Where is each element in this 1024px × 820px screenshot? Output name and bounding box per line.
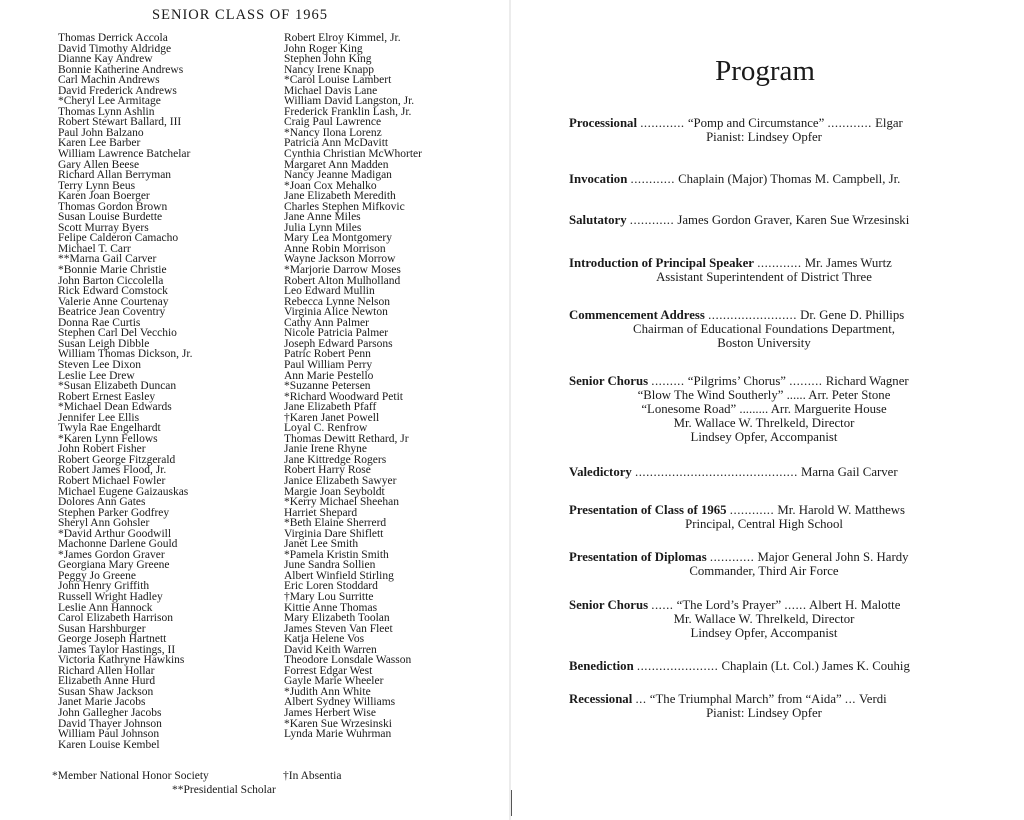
- program-item-text: Dr. Gene D. Phillips: [800, 308, 905, 322]
- graduate-name: Stephen Parker Godfrey: [58, 506, 170, 519]
- program-item-line: [569, 503, 959, 517]
- graduate-name: Thomas Dewitt Rethard, Jr: [284, 432, 409, 445]
- graduate-name: Paul William Perry: [284, 358, 373, 371]
- graduate-name: *Pamela Kristin Smith: [284, 548, 389, 561]
- graduate-name: Leslie Ann Hannock: [58, 601, 153, 614]
- graduate-name: Dianne Kay Andrew: [58, 53, 153, 66]
- leader-dots: ...: [635, 692, 647, 706]
- graduate-name: **Marna Gail Carver: [58, 253, 157, 266]
- graduate-name: Thomas Gordon Brown: [58, 200, 168, 213]
- graduate-name: David Thayer Johnson: [58, 717, 162, 730]
- graduate-name: Robert Stewart Ballard, III: [58, 116, 182, 129]
- program-item: [569, 659, 959, 673]
- graduate-name: Theodore Lonsdale Wasson: [284, 654, 412, 667]
- graduate-name: Peggy Jo Greene: [58, 569, 136, 582]
- graduate-name: John Robert Fisher: [58, 443, 146, 456]
- program-item-text: “Pilgrims’ Chorus”: [687, 374, 786, 388]
- program-item-detail: Chairman of Educational Foundations Department,: [633, 322, 895, 336]
- program-item-detail: “Blow The Wind Southerly” ...... Arr. Peter Stone: [637, 388, 891, 402]
- graduate-name: David Keith Warren: [284, 643, 377, 656]
- program-item-detail: Assistant Superintendent of District Three: [656, 270, 872, 284]
- program-item-detail: Lindsey Opfer, Accompanist: [690, 430, 838, 444]
- graduate-name: Jane Elizabeth Meredith: [284, 190, 396, 203]
- program-item-text: “The Lord’s Prayer”: [676, 598, 782, 612]
- graduate-name: Ann Marie Pestello: [284, 369, 374, 382]
- program-item-text: Chaplain (Major) Thomas M. Campbell, Jr.: [678, 172, 901, 186]
- graduate-name: Robert Alton Mulholland: [284, 274, 401, 287]
- graduate-name: Stephen Carl Del Vecchio: [58, 327, 177, 340]
- program-item: [569, 116, 959, 144]
- program-item: [569, 503, 959, 531]
- leader-dots: ...: [844, 692, 857, 706]
- graduate-list-column-2: [284, 33, 422, 740]
- program-item-text: James Gordon Graver, Karen Sue Wrzesinski: [677, 213, 910, 227]
- graduate-name: *Kerry Michael Sheehan: [284, 496, 399, 509]
- program-item-label: Processional: [569, 116, 638, 130]
- graduate-name: John Roger King: [284, 42, 363, 55]
- graduate-name: *David Arthur Goodwill: [58, 527, 172, 540]
- program-item-label: Valedictory: [569, 465, 632, 479]
- program-item-line: [569, 374, 959, 388]
- graduate-name: Donna Rae Curtis: [58, 316, 141, 329]
- graduate-name: Cathy Ann Palmer: [284, 316, 369, 329]
- program-item-line: [569, 213, 959, 227]
- program-item-detail: “Lonesome Road” ......... Arr. Marguerite House: [641, 402, 887, 416]
- graduate-name: John Barton Ciccolella: [58, 274, 164, 287]
- program-item-text: Major General John S. Hardy: [757, 550, 909, 564]
- graduate-name: Richard Allen Hollar: [58, 664, 155, 677]
- graduate-name: Scott Murray Byers: [58, 221, 149, 234]
- graduate-name: *Susan Elizabeth Duncan: [58, 380, 177, 393]
- program-item-label: Recessional: [569, 692, 633, 706]
- graduate-name: Craig Paul Lawrence: [284, 116, 382, 129]
- graduate-name: William David Langston, Jr.: [284, 95, 415, 108]
- graduate-name: James Herbert Wise: [284, 707, 376, 719]
- graduate-name: Eric Loren Stoddard: [284, 580, 378, 593]
- program-item-label: Presentation of Class of 1965: [569, 503, 727, 517]
- class-title: SENIOR CLASS OF 1965: [152, 7, 328, 23]
- graduate-name: Karen Louise Kembel: [58, 738, 160, 751]
- program-item-line: [569, 256, 959, 270]
- graduate-name: Susan Leigh Dibble: [58, 337, 150, 350]
- graduate-name: Jane Kittredge Rogers: [284, 453, 387, 466]
- leader-dots: ......................: [636, 659, 719, 673]
- graduate-name: Bonnie Katherine Andrews: [58, 63, 184, 76]
- graduate-name: Leo Edward Mullin: [284, 285, 375, 298]
- graduate-name: Janie Irene Rhyne: [284, 443, 368, 456]
- graduate-name: *Karen Sue Wrzesinski: [284, 717, 392, 730]
- graduate-name: †Mary Lou Surritte: [284, 590, 374, 603]
- graduate-name: Twyla Rae Engelhardt: [58, 422, 161, 435]
- program-item: [569, 550, 959, 578]
- graduate-name: Robert George Fitzgerald: [58, 453, 176, 466]
- program-item-credit: Albert H. Malotte: [809, 598, 901, 612]
- footnote-presidential-scholar: **Presidential Scholar: [172, 784, 276, 796]
- graduate-name: Mary Elizabeth Toolan: [284, 612, 390, 625]
- leader-dots: ............: [709, 550, 755, 564]
- program-item: [569, 374, 959, 444]
- graduate-name: Elizabeth Anne Hurd: [58, 675, 156, 688]
- graduate-name: Joseph Edward Parsons: [284, 337, 393, 350]
- graduate-name: *Bonnie Marie Christie: [58, 264, 167, 277]
- graduate-name: Victoria Kathryne Hawkins: [58, 654, 185, 667]
- graduate-name: Julia Lynn Miles: [284, 221, 362, 234]
- graduate-name: Richard Allan Berryman: [58, 169, 172, 182]
- leader-dots: ........................: [708, 308, 797, 322]
- program-item: [569, 308, 959, 350]
- graduate-name: Nicole Patricia Palmer: [284, 327, 389, 340]
- graduate-name: Virginia Alice Newton: [284, 306, 388, 319]
- program-item-line: [569, 465, 959, 479]
- graduate-name: *Judith Ann White: [284, 685, 371, 698]
- program-item-text: Mr. James Wurtz: [804, 256, 892, 270]
- graduate-name: Charles Stephen Mifkovic: [284, 200, 405, 213]
- graduate-name: Georgiana Mary Greene: [58, 559, 170, 572]
- graduate-name: Forrest Edgar West: [284, 664, 373, 677]
- program-item-text: “The Triumphal March” from “Aida”: [649, 692, 842, 706]
- program-item-text: Chaplain (Lt. Col.) James K. Couhig: [721, 659, 910, 673]
- program-item-text: Marna Gail Carver: [800, 465, 898, 479]
- footnote-honor-society: *Member National Honor Society: [52, 770, 209, 782]
- graduate-name: Karen Joan Boerger: [58, 190, 150, 203]
- graduate-name: *Marjorie Darrow Moses: [284, 264, 401, 277]
- graduate-name: *Beth Elaine Sherrerd: [284, 517, 387, 530]
- program-item: [569, 692, 959, 720]
- program-item-label: Commencement Address: [569, 308, 705, 322]
- graduate-name: George Joseph Hartnett: [58, 633, 167, 646]
- program-item-line: [569, 659, 959, 673]
- graduate-name: Gary Allen Beese: [58, 158, 140, 171]
- graduate-name: Jennifer Lee Ellis: [58, 411, 140, 424]
- program-item-detail: Boston University: [717, 336, 811, 350]
- leader-dots: ............: [629, 213, 675, 227]
- graduate-name: Janet Lee Smith: [284, 538, 359, 551]
- graduate-name: Sheryl Ann Gohsler: [58, 517, 150, 530]
- graduate-name: Janet Marie Jacobs: [58, 696, 146, 709]
- graduate-name: Paul John Balzano: [58, 126, 144, 139]
- leader-dots: ......: [651, 598, 674, 612]
- graduate-name: Valerie Anne Courtenay: [58, 295, 169, 308]
- program-item: [569, 256, 959, 284]
- program-item-credit: Elgar: [875, 116, 903, 130]
- graduate-name: Robert Ernest Easley: [58, 390, 156, 403]
- program-item-label: Introduction of Principal Speaker: [569, 256, 754, 270]
- program-item-line: [569, 172, 959, 186]
- graduate-name: *Nancy Ilona Lorenz: [284, 126, 382, 139]
- leader-dots: ............: [729, 503, 775, 517]
- graduate-name: Nancy Jeanne Madigan: [284, 169, 392, 182]
- graduate-name: Karen Lee Barber: [58, 137, 141, 150]
- program-item-line: [569, 308, 959, 322]
- graduate-name: Leslie Lee Drew: [58, 369, 135, 382]
- graduate-name: Dolores Ann Gates: [58, 496, 146, 509]
- graduate-name: Nancy Irene Knapp: [284, 63, 375, 76]
- graduate-name: *Cheryl Lee Armitage: [58, 95, 161, 108]
- leader-dots: ............: [640, 116, 685, 130]
- program-item-line: [569, 692, 959, 706]
- graduate-name: Carol Elizabeth Harrison: [58, 612, 173, 625]
- leader-dots: ......: [784, 598, 807, 612]
- program-item-line: [569, 598, 959, 612]
- graduate-name: Lynda Marie Wuhrman: [284, 728, 392, 741]
- program-item-label: Benediction: [569, 659, 634, 673]
- graduate-name: Virginia Dare Shiflett: [284, 527, 384, 540]
- graduate-name: June Sandra Sollien: [284, 559, 376, 572]
- program-item-detail: Pianist: Lindsey Opfer: [706, 706, 822, 720]
- program-item-detail: Commander, Third Air Force: [689, 564, 839, 578]
- graduate-name: Mary Lea Montgomery: [284, 232, 392, 245]
- graduate-name: Terry Lynn Beus: [58, 179, 136, 192]
- graduate-list-column-1: [58, 33, 192, 750]
- program-item-credit: Verdi: [858, 692, 887, 706]
- graduate-name: Michael Eugene Gaizauskas: [58, 485, 189, 498]
- program-title: Program: [715, 55, 815, 87]
- program-item: [569, 172, 959, 186]
- footnote-in-absentia: †In Absentia: [283, 770, 342, 782]
- graduate-name: Russell Wright Hadley: [58, 590, 163, 603]
- graduate-name: Wayne Jackson Morrow: [284, 253, 396, 266]
- graduate-name: Cynthia Christian McWhorter: [284, 148, 422, 161]
- graduate-name: William Thomas Dickson, Jr.: [58, 348, 193, 361]
- graduate-name: Stephen John King: [284, 53, 372, 66]
- program-item-credit: Richard Wagner: [825, 374, 909, 388]
- program-item-label: Presentation of Diplomas: [569, 550, 707, 564]
- graduate-name: *Suzanne Petersen: [284, 380, 371, 393]
- leader-dots: .........: [651, 374, 685, 388]
- program-item-line: [569, 116, 959, 130]
- graduate-name: Margie Joan Seyboldt: [284, 485, 385, 498]
- graduate-name: Rebecca Lynne Nelson: [284, 295, 391, 308]
- graduate-name: Robert Elroy Kimmel, Jr.: [284, 32, 401, 44]
- program-item-detail: Lindsey Opfer, Accompanist: [690, 626, 838, 640]
- graduate-name: Michael T. Carr: [58, 242, 131, 255]
- right-page: [512, 0, 1024, 820]
- graduate-name: Albert Winfield Stirling: [284, 569, 394, 582]
- program-item-detail: Pianist: Lindsey Opfer: [706, 130, 822, 144]
- graduate-name: Jane Anne Miles: [284, 211, 361, 224]
- graduate-name: John Henry Griffith: [58, 580, 150, 593]
- graduate-name: *Carol Louise Lambert: [284, 74, 392, 87]
- graduate-name: James Steven Van Fleet: [284, 622, 393, 635]
- graduate-name: *Joan Cox Mehalko: [284, 179, 377, 192]
- graduate-name: Gayle Marie Wheeler: [284, 675, 384, 688]
- leader-dots: .........: [789, 374, 823, 388]
- graduate-name: Harriet Shepard: [284, 506, 358, 519]
- graduate-name: Patricia Ann McDavitt: [284, 137, 389, 150]
- graduate-name: Thomas Lynn Ashlin: [58, 105, 155, 118]
- graduate-name: *Richard Woodward Petit: [284, 390, 403, 403]
- program-item-label: Senior Chorus: [569, 598, 649, 612]
- graduate-name: Felipe Calderon Camacho: [58, 232, 179, 245]
- graduate-name: *James Gordon Graver: [58, 548, 165, 561]
- leader-dots: ............: [630, 172, 675, 186]
- graduate-name: Michael Davis Lane: [284, 84, 378, 97]
- graduate-name: William Paul Johnson: [58, 728, 160, 741]
- program-item-text: “Pomp and Circumstance”: [687, 116, 825, 130]
- graduate-name: Machonne Darlene Gould: [58, 538, 178, 551]
- graduate-name: Katja Helene Vos: [284, 633, 365, 646]
- graduate-name: Albert Sydney Williams: [284, 696, 396, 709]
- graduate-name: David Frederick Andrews: [58, 84, 177, 97]
- program-item: [569, 465, 959, 479]
- graduate-name: John Gallegher Jacobs: [58, 707, 162, 719]
- program-item-detail: Mr. Wallace W. Threlkeld, Director: [673, 416, 855, 430]
- graduate-name: Patric Robert Penn: [284, 348, 371, 361]
- graduate-name: David Timothy Aldridge: [58, 42, 172, 55]
- graduate-name: Rick Edward Comstock: [58, 285, 168, 298]
- graduate-name: Margaret Ann Madden: [284, 158, 389, 171]
- program-item-label: Salutatory: [569, 213, 627, 227]
- program-item: [569, 598, 959, 640]
- graduate-name: *Michael Dean Edwards: [58, 401, 172, 414]
- graduate-name: Beatrice Jean Coventry: [58, 306, 166, 319]
- program-item-label: Senior Chorus: [569, 374, 649, 388]
- graduate-name: Susan Louise Burdette: [58, 211, 163, 224]
- leader-dots: ............: [827, 116, 872, 130]
- graduate-name: Robert James Flood, Jr.: [58, 464, 167, 477]
- graduate-name: †Karen Janet Powell: [284, 411, 380, 424]
- program-item-text: Mr. Harold W. Matthews: [777, 503, 905, 517]
- graduate-name: Susan Harshburger: [58, 622, 146, 635]
- graduate-name: Anne Robin Morrison: [284, 242, 386, 255]
- graduate-name: Robert Michael Fowler: [58, 474, 166, 487]
- program-item-line: [569, 550, 959, 564]
- graduate-name: James Taylor Hastings, II: [58, 643, 176, 656]
- graduate-name: Jane Elizabeth Pfaff: [284, 401, 377, 414]
- graduate-name: Janice Elizabeth Sawyer: [284, 474, 397, 487]
- program-item-detail: Mr. Wallace W. Threlkeld, Director: [673, 612, 855, 626]
- graduate-name: William Lawrence Batchelar: [58, 148, 191, 161]
- program-item-label: Invocation: [569, 172, 628, 186]
- graduate-name: *Karen Lynn Fellows: [58, 432, 158, 445]
- graduate-name: Thomas Derrick Accola: [58, 32, 168, 44]
- program-item: [569, 213, 959, 227]
- graduate-name: Robert Harry Rose: [284, 464, 371, 477]
- graduate-name: Loyal C. Renfrow: [284, 422, 368, 435]
- graduate-name: Carl Machin Andrews: [58, 74, 160, 87]
- program-item-detail: Principal, Central High School: [685, 517, 843, 531]
- graduate-name: Steven Lee Dixon: [58, 358, 142, 371]
- leader-dots: ............................................: [635, 465, 798, 479]
- graduate-name: Susan Shaw Jackson: [58, 685, 154, 698]
- graduate-name: Kittie Anne Thomas: [284, 601, 378, 614]
- graduate-name: Frederick Franklin Lash, Jr.: [284, 105, 412, 118]
- leader-dots: ............: [757, 256, 802, 270]
